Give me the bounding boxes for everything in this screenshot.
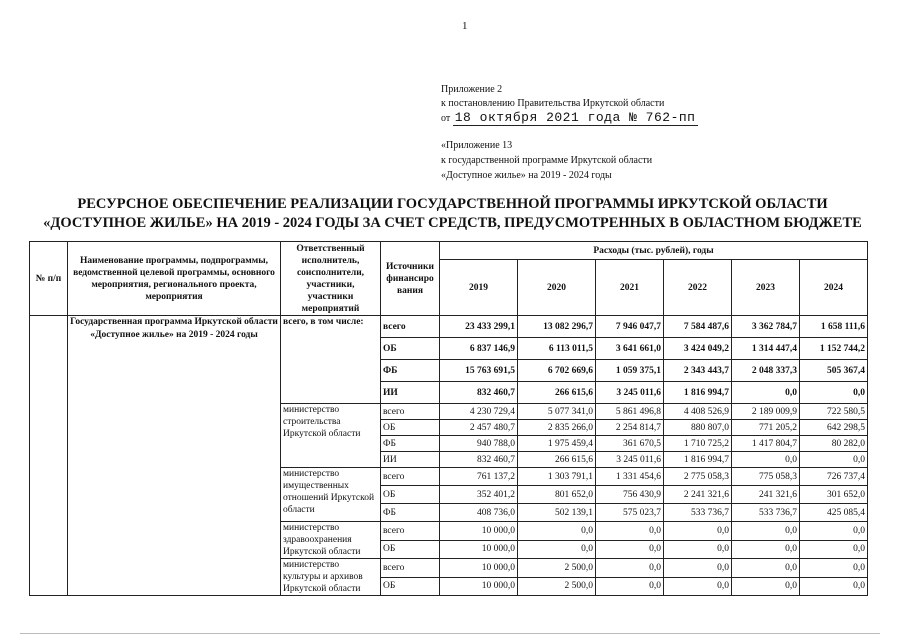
value-cell: 1 303 791,1 — [518, 468, 596, 486]
value-cell: 575 023,7 — [596, 504, 664, 522]
value-cell: 425 085,4 — [800, 504, 868, 522]
value-cell: 1 816 994,7 — [664, 382, 732, 404]
value-cell: 0,0 — [596, 559, 664, 578]
value-cell: 5 861 496,8 — [596, 404, 664, 420]
value-cell: 10 000,0 — [440, 522, 518, 541]
value-cell: 10 000,0 — [440, 577, 518, 596]
value-cell: 0,0 — [518, 522, 596, 541]
value-cell: 408 736,0 — [440, 504, 518, 522]
value-cell: 0,0 — [800, 522, 868, 541]
source-cell: ОБ — [381, 540, 440, 559]
value-cell: 726 737,4 — [800, 468, 868, 486]
value-cell: 1 658 111,6 — [800, 316, 868, 338]
value-cell: 1 331 454,6 — [596, 468, 664, 486]
value-cell: 301 652,0 — [800, 486, 868, 504]
source-cell: ФБ — [381, 436, 440, 452]
value-cell: 6 113 011,5 — [518, 338, 596, 360]
value-cell: 2 457 480,7 — [440, 420, 518, 436]
value-cell: 0,0 — [800, 382, 868, 404]
value-cell: 0,0 — [800, 577, 868, 596]
value-cell: 7 946 047,7 — [596, 316, 664, 338]
value-cell: 2 048 337,3 — [732, 360, 800, 382]
value-cell: 0,0 — [664, 540, 732, 559]
title-line-2: «ДОСТУПНОЕ ЖИЛЬЕ» НА 2019 - 2024 ГОДЫ ЗА СЧЕТ СРЕДСТВ, ПРЕДУСМОТРЕННЫХ В ОБЛАСТНОМ БЮДЖЕТЕ — [43, 215, 862, 231]
appendix-line-2: к государственной программе Иркутской области — [441, 155, 653, 166]
value-cell: 2 500,0 — [518, 577, 596, 596]
value-cell: 2 254 814,7 — [596, 420, 664, 436]
value-cell: 2 500,0 — [518, 559, 596, 578]
executor-cell: министерство имущественных отношений Иркутской области — [281, 468, 381, 522]
value-cell: 2 241 321,6 — [664, 486, 732, 504]
value-cell: 241 321,6 — [732, 486, 800, 504]
approval-line-2: к постановлению Правительства Иркутской области — [441, 98, 665, 109]
value-cell: 1 314 447,4 — [732, 338, 800, 360]
value-cell: 0,0 — [800, 540, 868, 559]
value-cell: 940 788,0 — [440, 436, 518, 452]
value-cell: 361 670,5 — [596, 436, 664, 452]
value-cell: 0,0 — [800, 452, 868, 468]
value-cell: 266 615,6 — [518, 382, 596, 404]
approval-line-1: Приложение 2 — [441, 84, 503, 95]
value-cell: 4 230 729,4 — [440, 404, 518, 420]
value-cell: 533 736,7 — [732, 504, 800, 522]
value-cell: 0,0 — [732, 522, 800, 541]
appendix-line-1: «Приложение 13 — [441, 140, 513, 151]
value-cell: 0,0 — [596, 540, 664, 559]
value-cell: 15 763 691,5 — [440, 360, 518, 382]
value-cell: 0,0 — [518, 540, 596, 559]
value-cell: 1 816 994,7 — [664, 452, 732, 468]
source-cell: ОБ — [381, 420, 440, 436]
document-title — [0, 195, 905, 233]
source-cell: всего — [381, 404, 440, 420]
scan-edge-line — [20, 633, 880, 634]
value-cell: 1 417 804,7 — [732, 436, 800, 452]
value-cell: 642 298,5 — [800, 420, 868, 436]
header-executor: Ответственный исполнитель, соисполнители, участники, участники мероприятий — [281, 242, 381, 316]
value-cell: 832 460,7 — [440, 382, 518, 404]
value-cell: 10 000,0 — [440, 540, 518, 559]
value-cell: 0,0 — [732, 382, 800, 404]
approval-date-prefix: от — [441, 113, 451, 124]
value-cell: 3 362 784,7 — [732, 316, 800, 338]
value-cell: 1 152 744,2 — [800, 338, 868, 360]
header-year: 2024 — [800, 260, 868, 316]
source-cell: всего — [381, 316, 440, 338]
value-cell: 775 058,3 — [732, 468, 800, 486]
value-cell: 7 584 487,6 — [664, 316, 732, 338]
value-cell: 2 835 266,0 — [518, 420, 596, 436]
value-cell: 1 710 725,2 — [664, 436, 732, 452]
header-source: Источники финансиро вания — [381, 242, 440, 316]
source-cell: ФБ — [381, 504, 440, 522]
header-year: 2023 — [732, 260, 800, 316]
value-cell: 0,0 — [800, 559, 868, 578]
executor-cell: министерство культуры и архивов Иркутской области — [281, 559, 381, 596]
source-cell: всего — [381, 468, 440, 486]
approval-block — [441, 83, 698, 126]
value-cell: 0,0 — [732, 452, 800, 468]
source-cell: ИИ — [381, 382, 440, 404]
value-cell: 3 641 661,0 — [596, 338, 664, 360]
value-cell: 0,0 — [732, 559, 800, 578]
header-name: Наименование программы, подпрограммы, ведомственной целевой программы, основного мероприятия, регионального проекта, мероприятия — [68, 242, 281, 316]
appendix-block — [441, 138, 652, 183]
value-cell: 502 139,1 — [518, 504, 596, 522]
source-cell: ОБ — [381, 577, 440, 596]
value-cell: 5 077 341,0 — [518, 404, 596, 420]
value-cell: 533 736,7 — [664, 504, 732, 522]
value-cell: 0,0 — [664, 522, 732, 541]
source-cell: ИИ — [381, 452, 440, 468]
header-num: № п/п — [30, 242, 68, 316]
value-cell: 80 282,0 — [800, 436, 868, 452]
header-year: 2022 — [664, 260, 732, 316]
value-cell: 880 807,0 — [664, 420, 732, 436]
approval-line-3 — [441, 111, 698, 126]
value-cell: 2 189 009,9 — [732, 404, 800, 420]
header-year: 2021 — [596, 260, 664, 316]
value-cell: 2 343 443,7 — [664, 360, 732, 382]
source-cell: всего — [381, 522, 440, 541]
value-cell: 0,0 — [596, 577, 664, 596]
header-year: 2020 — [518, 260, 596, 316]
source-cell: ОБ — [381, 338, 440, 360]
value-cell: 0,0 — [664, 577, 732, 596]
title-line-1: РЕСУРСНОЕ ОБЕСПЕЧЕНИЕ РЕАЛИЗАЦИИ ГОСУДАРСТВЕННОЙ ПРОГРАММЫ ИРКУТСКОЙ ОБЛАСТИ — [77, 196, 828, 212]
value-cell: 6 702 669,6 — [518, 360, 596, 382]
value-cell: 13 082 296,7 — [518, 316, 596, 338]
value-cell: 801 652,0 — [518, 486, 596, 504]
value-cell: 0,0 — [732, 577, 800, 596]
header-year: 2019 — [440, 260, 518, 316]
table-row — [30, 316, 868, 338]
row-number-cell — [30, 316, 68, 596]
value-cell: 722 580,5 — [800, 404, 868, 420]
table-body — [30, 316, 868, 596]
executor-cell: министерство здравоохранения Иркутской области — [281, 522, 381, 559]
value-cell: 771 205,2 — [732, 420, 800, 436]
value-cell: 266 615,6 — [518, 452, 596, 468]
value-cell: 756 430,9 — [596, 486, 664, 504]
source-cell: ОБ — [381, 486, 440, 504]
value-cell: 4 408 526,9 — [664, 404, 732, 420]
value-cell: 3 245 011,6 — [596, 452, 664, 468]
value-cell: 2 775 058,3 — [664, 468, 732, 486]
approval-date-number: 18 октября 2021 года № 762-пп — [454, 110, 696, 125]
header-expenses: Расходы (тыс. рублей), годы — [440, 242, 868, 260]
page-number: 1 — [462, 20, 468, 32]
value-cell: 0,0 — [596, 522, 664, 541]
value-cell: 6 837 146,9 — [440, 338, 518, 360]
appendix-line-3: «Доступное жилье» на 2019 - 2024 годы — [441, 170, 612, 181]
value-cell: 3 245 011,6 — [596, 382, 664, 404]
value-cell: 1 059 375,1 — [596, 360, 664, 382]
value-cell: 761 137,2 — [440, 468, 518, 486]
value-cell: 1 975 459,4 — [518, 436, 596, 452]
resource-table — [29, 241, 868, 596]
source-cell: ФБ — [381, 360, 440, 382]
value-cell: 352 401,2 — [440, 486, 518, 504]
source-cell: всего — [381, 559, 440, 578]
executor-cell: министерство строительства Иркутской области — [281, 404, 381, 468]
value-cell: 23 433 299,1 — [440, 316, 518, 338]
value-cell: 832 460,7 — [440, 452, 518, 468]
value-cell: 3 424 049,2 — [664, 338, 732, 360]
executor-cell: всего, в том числе: — [281, 316, 381, 404]
program-name-cell: Государственная программа Иркутской области «Доступное жилье» на 2019 - 2024 годы — [68, 316, 281, 596]
value-cell: 0,0 — [732, 540, 800, 559]
value-cell: 505 367,4 — [800, 360, 868, 382]
value-cell: 10 000,0 — [440, 559, 518, 578]
value-cell: 0,0 — [664, 559, 732, 578]
